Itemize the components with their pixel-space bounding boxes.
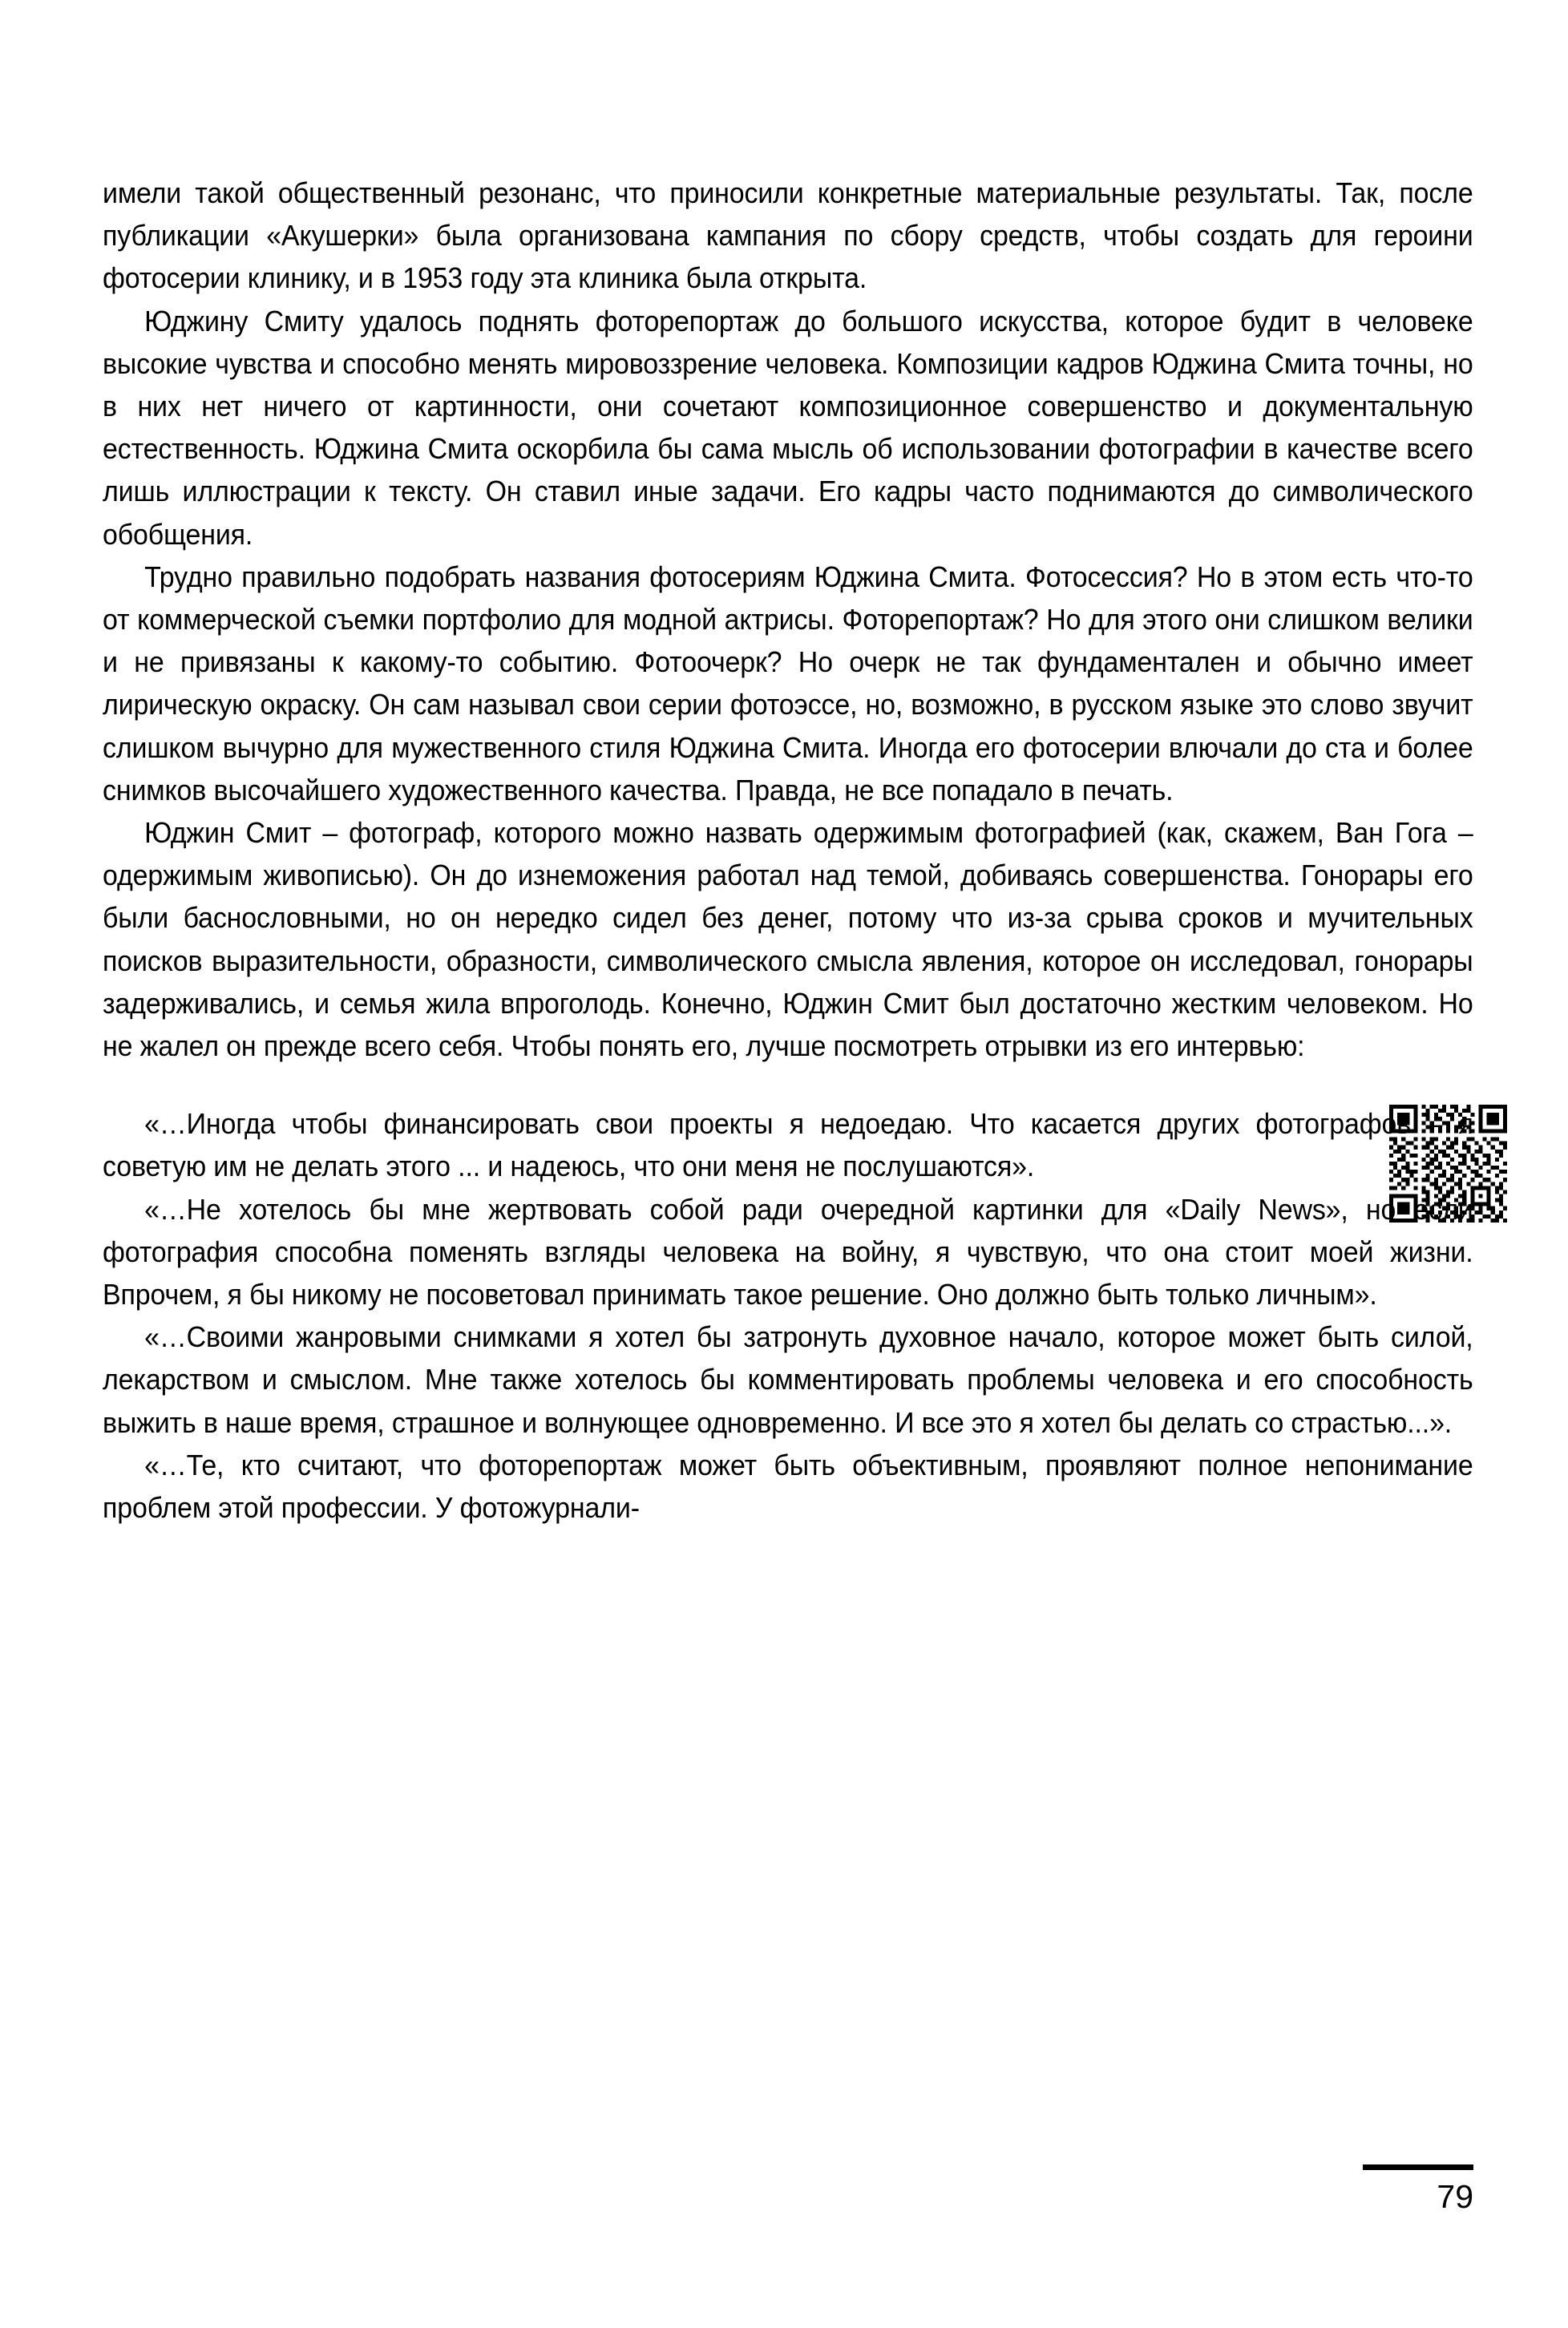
paragraph: Трудно правильно подобрать названия фотосериям Юджина Смита. Фотосессия? Но в этом есть что-то от коммерческой съемки портфолио для модной актрисы. Фоторепортаж? Но для этого они слишком велики и не привязаны к какому-то событию. Фотоочерк? Но очерк не так фундаментален и обычно имеет лирическую окраску. Он сам называл свои серии фотоэссе, но, возможно, в русском языке это слово звучит слишком вычурно для мужественного стиля Юджина Смита. Иногда его фотосерии влючали до ста и более снимков высочайшего художественного качества. Правда, не все попадало в печать.	[103, 560, 1473, 806]
paragraph: Юджин Смит – фотограф, которого можно назвать одержимым фотографией (как, скажем, Ван Гога – одержимым живописью). Он до изнеможения работал над темой, добиваясь совершенства. Гонорары его были баснословными, но он нередко сидел без денег, потому что из-за срыва сроков и мучительных поисков выразительности, образности, символического смысла явления, которое он исследовал, гонорары задерживались, и семья жила впроголодь. Конечно, Юджин Смит был достаточно жестким человеком. Но не жалел он прежде всего себя. Чтобы понять его, лучше посмотреть отрывки из его интервью:	[103, 816, 1473, 1063]
interview-quote: «…Не хотелось бы мне жертвовать собой ради очередной картинки для «Daily News», но если фотография способна поменять взгляды человека на войну, я чувствую, что она стоит моей жизни. Впрочем, я бы никому не посоветовал принимать такое решение. Оно должно быть только личным».	[103, 1192, 1473, 1312]
interview-quote: «…Те, кто считают, что фоторепортаж может быть объективным, проявляют полное непонимание проблем этой профессии. У фотожурнали-	[103, 1448, 1473, 1525]
page-number: 79	[1437, 2178, 1473, 2215]
interview-quote: «…Иногда чтобы финансировать свои проекты я недоедаю. Что касается других фотографов – я советую им не делать этого ... и надеюсь, что они меня не послушаются».	[103, 1107, 1473, 1183]
paragraph: Юджину Смиту удалось поднять фоторепортаж до большого искусства, которое будит в человеке высокие чувства и способно менять мировоззрение человека. Композиции кадров Юджина Смита точны, но в них нет ничего от картинности, они сочетают композиционное совершенство и документальную естественность. Юджина Смита оскорбила бы сама мысль об использовании фотографии в качестве всего лишь иллюстрации к тексту. Он ставил иные задачи. Его кадры часто поднимаются до символического обобщения.	[103, 304, 1473, 551]
interview-quote: «…Своими жанровыми снимками я хотел бы затронуть духовное начало, которое может быть силой, лекарством и смыслом. Мне также хотелось бы комментировать проблемы человека и его способность выжить в наше время, страшное и волнующее одновременно. И все это я хотел бы делать со страстью...».	[103, 1320, 1473, 1439]
footer-rule	[1363, 2164, 1473, 2170]
quote-block-spacer	[103, 1067, 1473, 1102]
body-text-column	[103, 172, 1473, 1529]
paragraph-continuation: имели такой общественный резонанс, что приносили конкретные материальные результаты. Так, после публикации «Акушерки» была организована кампания по сбору средств, чтобы создать для героини фотосерии клинику, и в 1953 году эта клиника была открыта.	[103, 176, 1473, 295]
